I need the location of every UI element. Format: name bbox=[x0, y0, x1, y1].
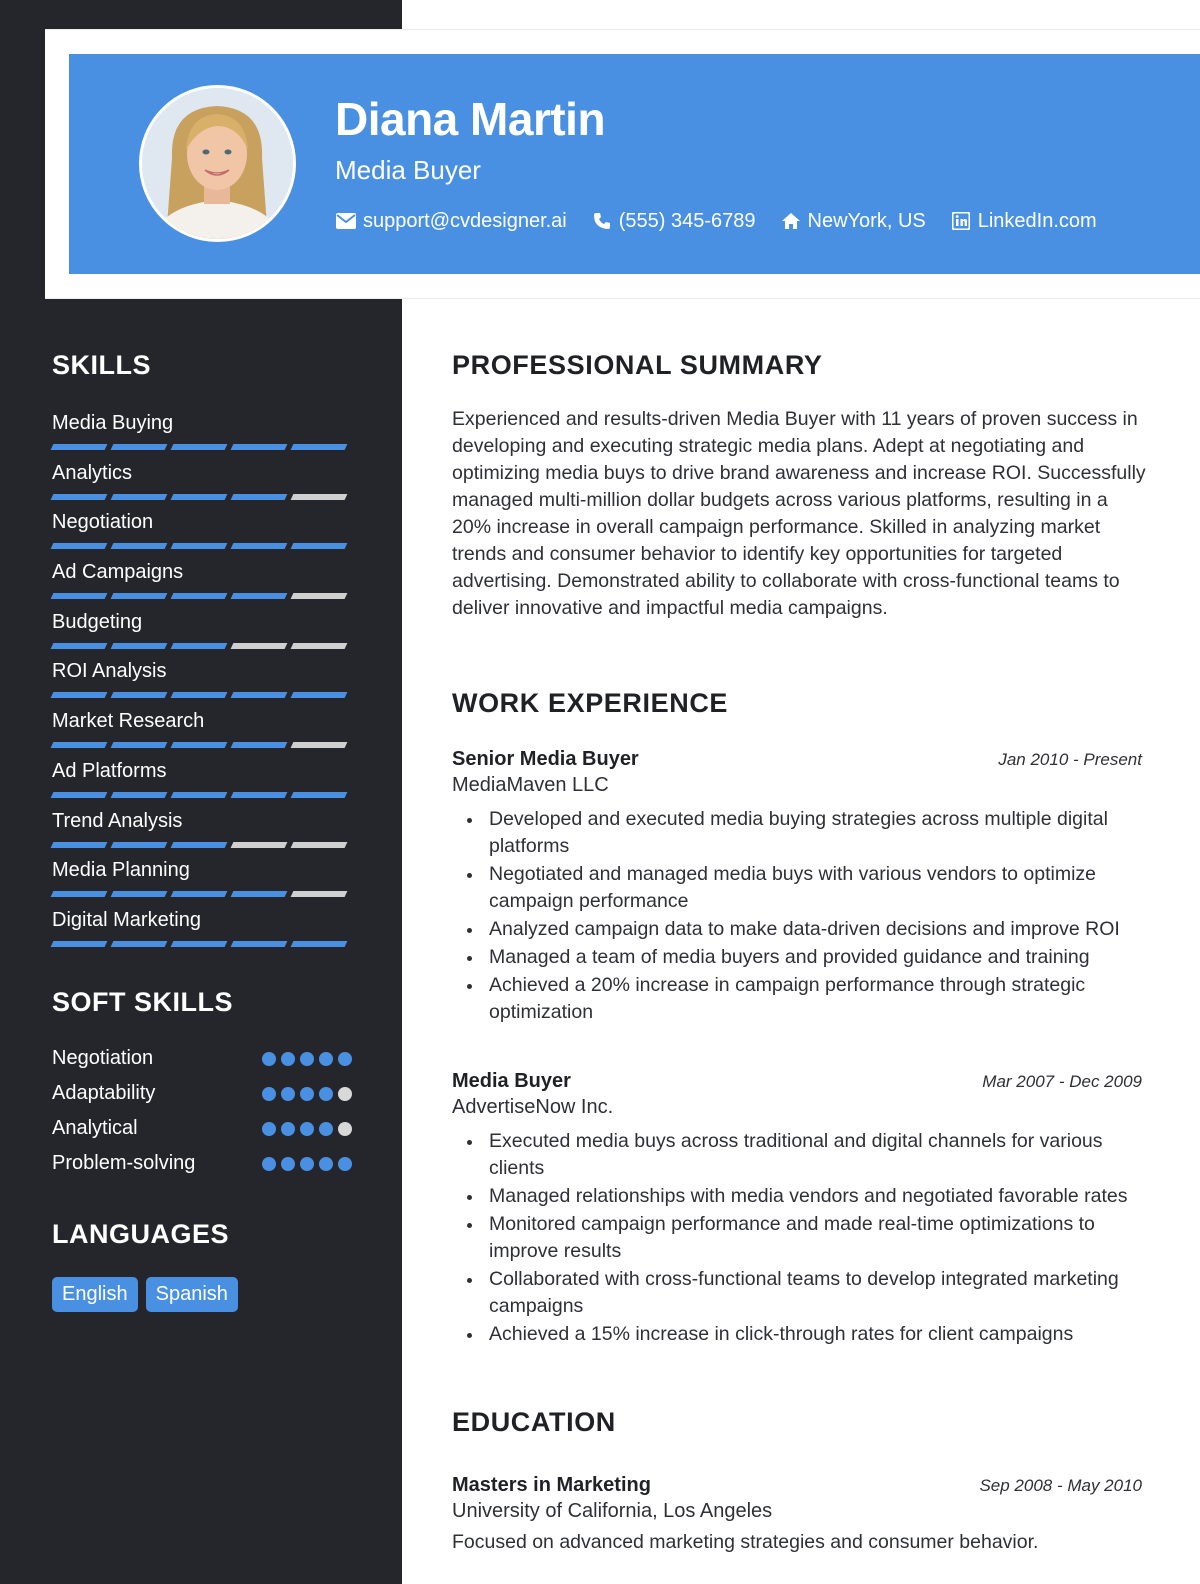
skill-level-bar bbox=[52, 593, 352, 599]
contact-location[interactable] bbox=[780, 210, 926, 233]
skill-level-segment bbox=[111, 941, 168, 947]
skill-level-segment bbox=[291, 842, 348, 848]
skill-level-segment bbox=[231, 692, 288, 698]
rating-dot bbox=[281, 1052, 295, 1066]
soft-skills-heading: SOFT SKILLS bbox=[52, 987, 233, 1017]
skill-level-segment bbox=[171, 593, 228, 599]
skill-level-segment bbox=[111, 543, 168, 549]
skill-name: ROI Analysis bbox=[52, 660, 167, 683]
skill-level-segment bbox=[111, 742, 168, 748]
rating-dot bbox=[281, 1087, 295, 1101]
soft-skill-item bbox=[52, 1041, 352, 1076]
job-header bbox=[452, 1070, 1142, 1093]
experience-heading: WORK EXPERIENCE bbox=[452, 688, 729, 718]
skill-item bbox=[52, 708, 352, 758]
rating-dot bbox=[262, 1157, 276, 1171]
job-header bbox=[452, 748, 1142, 771]
skill-level-bar bbox=[52, 543, 352, 549]
skill-level-bar bbox=[52, 891, 352, 897]
skill-name: Analytics bbox=[52, 461, 133, 484]
skill-level-segment bbox=[51, 742, 108, 748]
skill-level-segment bbox=[231, 792, 288, 798]
skill-item bbox=[52, 758, 352, 808]
job-bullet: Managed a team of media buyers and provided guidance and training bbox=[452, 944, 1152, 971]
skill-level-segment bbox=[51, 643, 108, 649]
skill-level-segment bbox=[291, 891, 348, 897]
job-bullet: Achieved a 20% increase in campaign performance through strategic optimization bbox=[452, 972, 1152, 1026]
skill-level-segment bbox=[51, 792, 108, 798]
skill-level-bar bbox=[52, 941, 352, 947]
skill-level-segment bbox=[171, 692, 228, 698]
avatar bbox=[139, 85, 296, 242]
skill-level-segment bbox=[111, 891, 168, 897]
skill-item bbox=[52, 907, 352, 957]
skill-level-segment bbox=[171, 643, 228, 649]
language-tag: Spanish bbox=[146, 1277, 238, 1312]
skill-name: Media Planning bbox=[52, 859, 190, 882]
skill-level-bar bbox=[52, 842, 352, 848]
skill-level-segment bbox=[291, 941, 348, 947]
skill-level-segment bbox=[51, 494, 108, 500]
education-degree: Masters in Marketing bbox=[452, 1474, 651, 1496]
skill-item bbox=[52, 609, 352, 659]
skill-level-segment bbox=[171, 792, 228, 798]
phone-icon bbox=[591, 211, 613, 231]
skill-item bbox=[52, 410, 352, 460]
skill-level-segment bbox=[111, 792, 168, 798]
skill-level-segment bbox=[291, 643, 348, 649]
skill-name: Digital Marketing bbox=[52, 908, 201, 931]
skill-level-segment bbox=[231, 643, 288, 649]
languages-list bbox=[52, 1277, 246, 1312]
soft-skill-name: Problem-solving bbox=[52, 1152, 196, 1174]
envelope-icon bbox=[335, 211, 357, 231]
skill-level-segment bbox=[171, 891, 228, 897]
contact-phone[interactable] bbox=[591, 210, 756, 233]
rating-dot bbox=[281, 1122, 295, 1136]
rating-dot bbox=[338, 1087, 352, 1101]
soft-skill-rating bbox=[257, 1157, 352, 1171]
rating-dot bbox=[300, 1087, 314, 1101]
skill-level-segment bbox=[291, 593, 348, 599]
skill-name: Ad Campaigns bbox=[52, 561, 184, 584]
candidate-title: Media Buyer bbox=[335, 155, 481, 185]
soft-skill-rating bbox=[257, 1052, 352, 1066]
education-school: University of California, Los Angeles bbox=[452, 1500, 773, 1522]
skill-level-segment bbox=[231, 842, 288, 848]
skill-level-bar bbox=[52, 494, 352, 500]
summary-heading: PROFESSIONAL SUMMARY bbox=[452, 350, 823, 380]
skill-level-segment bbox=[171, 494, 228, 500]
skill-level-segment bbox=[291, 543, 348, 549]
home-icon bbox=[780, 211, 802, 231]
skill-level-segment bbox=[51, 941, 108, 947]
soft-skill-rating bbox=[257, 1087, 352, 1101]
education-description: Focused on advanced marketing strategies and consumer behavior. bbox=[452, 1531, 1039, 1553]
contact-email-text: support@cvdesigner.ai bbox=[363, 209, 567, 232]
skill-level-bar bbox=[52, 742, 352, 748]
contact-linkedin-text: LinkedIn.com bbox=[977, 209, 1097, 232]
skill-item bbox=[52, 509, 352, 559]
skill-level-segment bbox=[171, 941, 228, 947]
skill-level-segment bbox=[111, 593, 168, 599]
job-bullet: Analyzed campaign data to make data-driven decisions and improve ROI bbox=[452, 916, 1152, 943]
job-role: Senior Media Buyer bbox=[452, 748, 639, 770]
skill-level-segment bbox=[291, 444, 348, 450]
skill-level-segment bbox=[111, 692, 168, 698]
skill-level-segment bbox=[231, 941, 288, 947]
job-bullet: Executed media buys across traditional and digital channels for various clients bbox=[452, 1128, 1152, 1182]
skill-level-segment bbox=[291, 742, 348, 748]
job-dates: Jan 2010 - Present bbox=[998, 750, 1142, 769]
skill-name: Negotiation bbox=[52, 511, 154, 534]
soft-skill-name: Negotiation bbox=[52, 1047, 154, 1069]
contact-phone-text: (555) 345-6789 bbox=[618, 209, 756, 232]
soft-skill-rating bbox=[257, 1122, 352, 1136]
rating-dot bbox=[319, 1052, 333, 1066]
skill-level-segment bbox=[171, 543, 228, 549]
soft-skills-list bbox=[52, 1041, 352, 1181]
skill-item bbox=[52, 658, 352, 708]
profile-photo bbox=[142, 88, 293, 239]
soft-skill-item bbox=[52, 1146, 352, 1181]
skill-level-segment bbox=[231, 891, 288, 897]
education-dates: Sep 2008 - May 2010 bbox=[979, 1476, 1142, 1495]
rating-dot bbox=[338, 1157, 352, 1171]
contact-bar bbox=[335, 207, 1121, 235]
languages-heading: LANGUAGES bbox=[52, 1219, 230, 1249]
skill-level-segment bbox=[111, 494, 168, 500]
job-bullet: Collaborated with cross-functional teams to develop integrated marketing campaigns bbox=[452, 1266, 1152, 1320]
job-bullet: Developed and executed media buying strategies across multiple digital platforms bbox=[452, 806, 1152, 860]
soft-skill-item bbox=[52, 1111, 352, 1146]
skills-heading: SKILLS bbox=[52, 350, 152, 380]
skill-level-segment bbox=[51, 891, 108, 897]
skill-level-segment bbox=[291, 692, 348, 698]
education-header bbox=[452, 1474, 1142, 1497]
skill-name: Ad Platforms bbox=[52, 759, 167, 782]
skill-level-segment bbox=[171, 742, 228, 748]
skill-item bbox=[52, 808, 352, 858]
skill-item bbox=[52, 857, 352, 907]
rating-dot bbox=[262, 1122, 276, 1136]
skill-level-segment bbox=[231, 543, 288, 549]
candidate-name: Diana Martin bbox=[335, 93, 606, 145]
skill-name: Budgeting bbox=[52, 610, 143, 633]
skill-level-segment bbox=[51, 842, 108, 848]
rating-dot bbox=[262, 1052, 276, 1066]
rating-dot bbox=[319, 1087, 333, 1101]
skill-level-segment bbox=[231, 494, 288, 500]
soft-skill-item bbox=[52, 1076, 352, 1111]
rating-dot bbox=[281, 1157, 295, 1171]
skill-level-bar bbox=[52, 444, 352, 450]
job-company: MediaMaven LLC bbox=[452, 774, 609, 796]
job-company: AdvertiseNow Inc. bbox=[452, 1096, 614, 1118]
skill-level-segment bbox=[51, 692, 108, 698]
rating-dot bbox=[300, 1157, 314, 1171]
skill-level-segment bbox=[111, 444, 168, 450]
skill-level-segment bbox=[51, 593, 108, 599]
job-bullets bbox=[452, 1128, 1152, 1349]
job-role: Media Buyer bbox=[452, 1070, 571, 1092]
rating-dot bbox=[319, 1157, 333, 1171]
skill-level-segment bbox=[291, 494, 348, 500]
skill-level-segment bbox=[171, 842, 228, 848]
summary-text: Experienced and results-driven Media Buyer with 11 years of proven success in developing and executing strategic media plans. Adept at negotiating and optimizing media buys to drive brand awareness and increase ROI. Successfully managed multi-million dollar budgets across various platforms, resulting in a 20% increase in overall campaign performance. Skilled in analyzing market trends and consumer behavior to identify key opportunities for targeted advertising. Demonstrated ability to collaborate with cross-functional teams to deliver innovative and impactful media campaigns. bbox=[452, 408, 1146, 619]
skill-level-segment bbox=[231, 742, 288, 748]
skill-level-segment bbox=[231, 593, 288, 599]
skill-item bbox=[52, 559, 352, 609]
education-heading: EDUCATION bbox=[452, 1407, 616, 1437]
skill-level-segment bbox=[111, 643, 168, 649]
language-tag: English bbox=[52, 1277, 138, 1312]
rating-dot bbox=[338, 1122, 352, 1136]
rating-dot bbox=[319, 1122, 333, 1136]
skill-level-bar bbox=[52, 692, 352, 698]
skill-level-segment bbox=[51, 543, 108, 549]
soft-skill-name: Adaptability bbox=[52, 1082, 156, 1104]
contact-email[interactable] bbox=[335, 210, 567, 233]
rating-dot bbox=[262, 1087, 276, 1101]
skill-level-bar bbox=[52, 792, 352, 798]
contact-linkedin[interactable] bbox=[950, 210, 1097, 233]
job-dates: Mar 2007 - Dec 2009 bbox=[982, 1072, 1142, 1091]
skill-level-segment bbox=[51, 444, 108, 450]
skill-level-bar bbox=[52, 643, 352, 649]
linkedin-icon bbox=[950, 211, 972, 231]
skill-level-segment bbox=[291, 792, 348, 798]
skill-name: Market Research bbox=[52, 710, 205, 733]
soft-skill-name: Analytical bbox=[52, 1117, 138, 1139]
skill-name: Media Buying bbox=[52, 412, 174, 434]
rating-dot bbox=[300, 1122, 314, 1136]
job-bullet: Achieved a 15% increase in click-through rates for client campaigns bbox=[452, 1321, 1152, 1348]
job-bullet: Managed relationships with media vendors and negotiated favorable rates bbox=[452, 1183, 1152, 1210]
job-bullets bbox=[452, 806, 1152, 1027]
rating-dot bbox=[300, 1052, 314, 1066]
skill-level-segment bbox=[171, 444, 228, 450]
rating-dot bbox=[338, 1052, 352, 1066]
job-bullet: Negotiated and managed media buys with various vendors to optimize campaign performance bbox=[452, 861, 1152, 915]
contact-location-text: NewYork, US bbox=[807, 209, 926, 232]
skill-level-segment bbox=[111, 842, 168, 848]
job-bullet: Monitored campaign performance and made real-time optimizations to improve results bbox=[452, 1211, 1152, 1265]
skill-level-segment bbox=[231, 444, 288, 450]
skills-list bbox=[52, 410, 352, 957]
skill-name: Trend Analysis bbox=[52, 809, 183, 832]
skill-item bbox=[52, 460, 352, 510]
